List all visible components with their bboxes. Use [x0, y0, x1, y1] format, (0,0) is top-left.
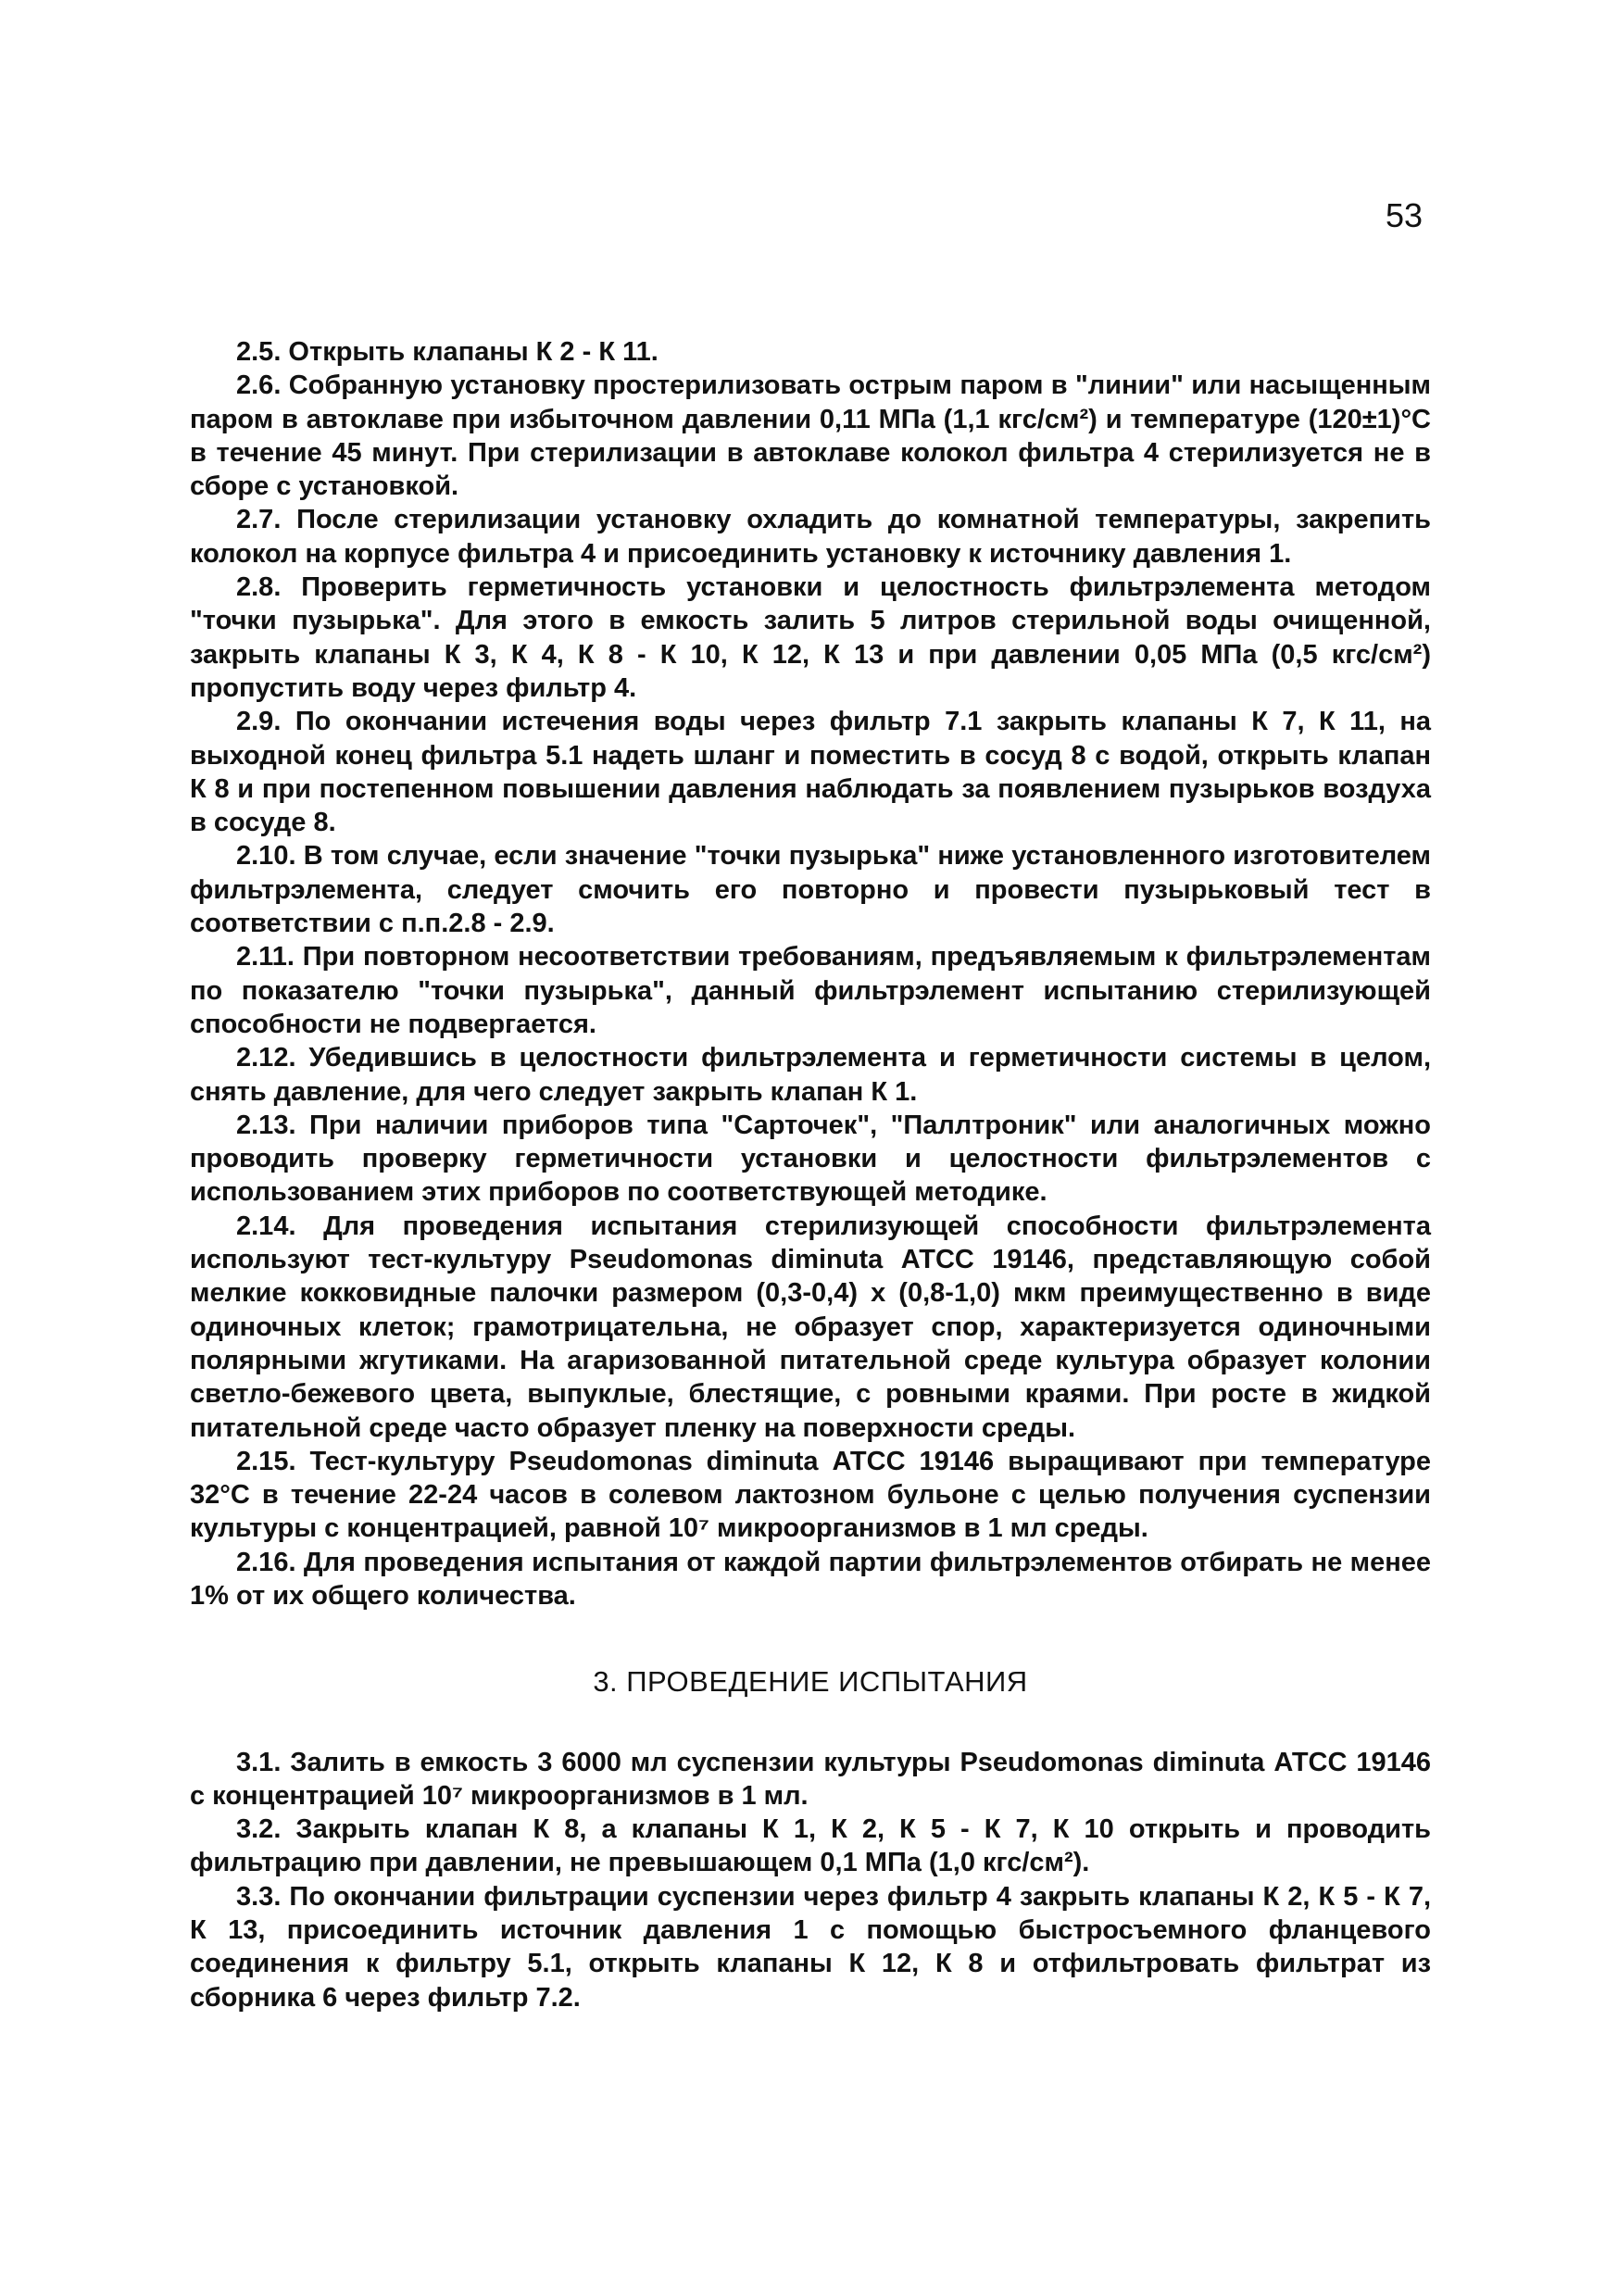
- document-body: [190, 335, 1431, 2014]
- paragraph-2-14: 2.14. Для проведения испытания стерилизующей способности фильтрэлемента используют тест-культуру Pseudomonas diminuta АТСС 19146, представляющую собой мелкие кокковидные палочки размером (0,3-0,4) x (0,8-1,0) мкм преимущественно в виде одиночных клеток; грамотрицательна, не образует спор, характеризуется одиночными полярными жгутиками. На агаризованной питательной среде культура образует колонии светло-бежевого цвета, выпуклые, блестящие, с ровными краями. При росте в жидкой питательной среде часто образует пленку на поверхности среды.: [190, 1211, 1431, 1443]
- section-heading: 3. ПРОВЕДЕНИЕ ИСПЫТАНИЯ: [593, 1665, 1028, 1699]
- paragraph-2-6: 2.6. Собранную установку простерилизовать острым паром в "линии" или насыщенным паром в автоклаве при избыточном давлении 0,11 МПа (1,1 кгс/см²) и температуре (120±1)°С в течение 45 минут. При стерилизации в автоклаве колокол фильтра 4 стерилизуется не в сборе с установкой.: [190, 370, 1431, 502]
- paragraph-2-7: 2.7. После стерилизации установку охладить до комнатной температуры, закрепить колокол на корпусе фильтра 4 и присоединить установку к источнику давления 1.: [190, 505, 1431, 569]
- paragraph-3-2: 3.2. Закрыть клапан К 8, а клапаны К 1, К 2, К 5 - К 7, К 10 открыть и проводить фильтрацию при давлении, не превышающем 0,1 МПа (1,0 кгс/см²).: [190, 1814, 1431, 1878]
- paragraph-3-1: 3.1. Залить в емкость 3 6000 мл суспензии культуры Pseudomonas diminuta АТСС 19146 с концентрацией 10⁷ микроорганизмов в 1 мл.: [190, 1747, 1431, 1811]
- paragraph-2-9: 2.9. По окончании истечения воды через фильтр 7.1 закрыть клапаны К 7, К 11, на выходной конец фильтра 5.1 надеть шланг и поместить в сосуд 8 с водой, открыть клапан К 8 и при постепенном повышении давления наблюдать за появлением пузырьков воздуха в сосуде 8.: [190, 707, 1431, 838]
- page-number: 53: [1386, 196, 1424, 234]
- paragraph-2-10: 2.10. В том случае, если значение "точки пузырька" ниже установленного изготовителем фильтрэлемента, следует смочить его повторно и провести пузырьковый тест в соответствии с п.п.2.8 - 2.9.: [190, 841, 1431, 939]
- paragraph-2-15: 2.15. Тест-культуру Pseudomonas diminuta АТСС 19146 выращивают при температуре 32°С в течение 22-24 часов в солевом лактозном бульоне с целью получения суспензии культуры с концентрацией, равной 10⁷ микроорганизмов в 1 мл среды.: [190, 1446, 1431, 1544]
- paragraph-2-5: 2.5. Открыть клапаны К 2 - К 11.: [236, 337, 658, 367]
- paragraph-2-12: 2.12. Убедившись в целостности фильтрэлемента и герметичности системы в целом, снять давление, для чего следует закрыть клапан К 1.: [190, 1043, 1431, 1107]
- paragraph-3-3: 3.3. По окончании фильтрации суспензии через фильтр 4 закрыть клапаны К 2, К 5 - К 7, К 13, присоединить источник давления 1 с помощью быстросъемного фланцевого соединения к фильтру 5.1, открыть клапаны К 12, К 8 и отфильтровать фильтрат из сборника 6 через фильтр 7.2.: [190, 1881, 1431, 2013]
- paragraph-2-11: 2.11. При повторном несоответствии требованиям, предъявляемым к фильтрэлементам по показателю "точки пузырька", данный фильтрэлемент испытанию стерилизующей способности не подвергается.: [190, 942, 1431, 1039]
- paragraph-2-8: 2.8. Проверить герметичность установки и целостность фильтрэлемента методом "точки пузырька". Для этого в емкость залить 5 литров стерильной воды очищенной, закрыть клапаны К 3, К 4, К 8 - К 10, К 12, К 13 и при давлении 0,05 МПа (0,5 кгс/см²) пропустить воду через фильтр 4.: [190, 572, 1431, 703]
- paragraph-2-13: 2.13. При наличии приборов типа "Сарточек", "Паллтроник" или аналогичных можно проводить проверку герметичности установки и целостности фильтрэлементов с использованием этих приборов по соответствующей методике.: [190, 1110, 1431, 1208]
- paragraph-2-16: 2.16. Для проведения испытания от каждой партии фильтрэлементов отбирать не менее 1% от их общего количества.: [190, 1547, 1431, 1611]
